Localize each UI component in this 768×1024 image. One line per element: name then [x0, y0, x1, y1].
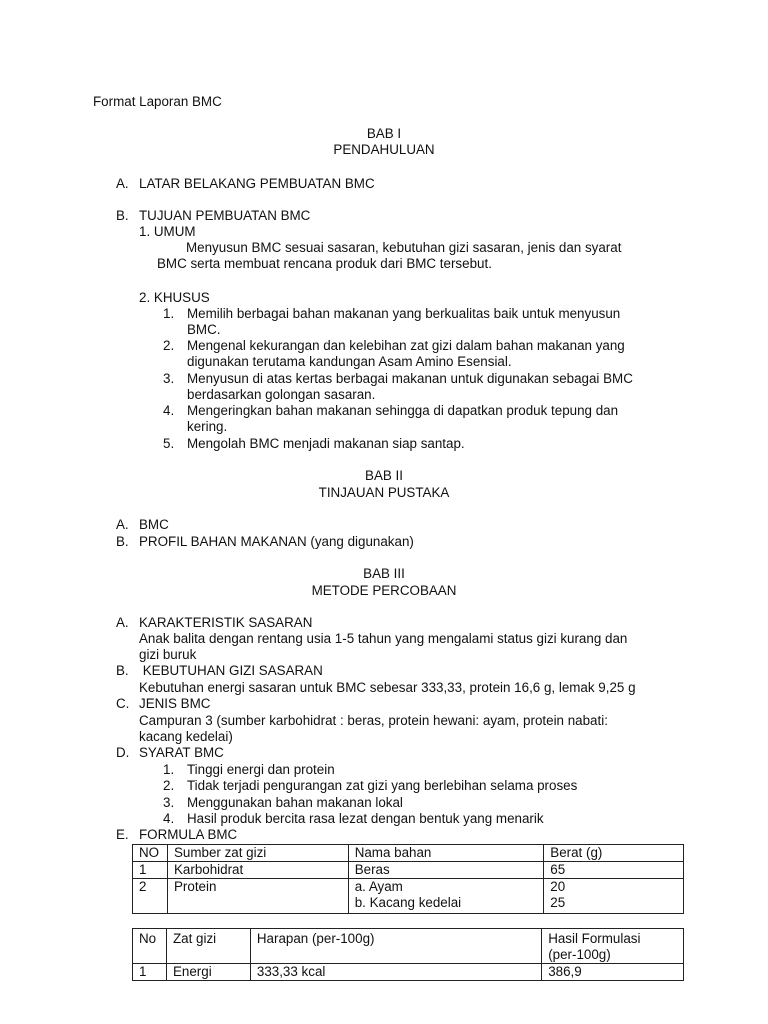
bab2-subheading: TINJAUAN PUSTAKA [318, 485, 450, 500]
syarat-item-num: 2. [163, 778, 175, 793]
formula-table [132, 844, 684, 914]
khusus-item-line: BMC. [187, 322, 221, 337]
table-header-cell [542, 929, 684, 964]
bab3-c-label: JENIS BMC [139, 696, 211, 711]
khusus-item-num: 3. [163, 371, 175, 386]
table-cell: Karbohidrat [167, 862, 348, 879]
table-cell: Beras [348, 862, 544, 879]
bab3-subheading: METODE PERCOBAAN [311, 583, 457, 598]
table-cell: Energi [166, 964, 250, 981]
section-a-label: LATAR BELAKANG PEMBUATAN BMC [139, 176, 375, 191]
khusus-item-num: 5. [163, 436, 175, 451]
table-cell: 1 [133, 964, 167, 981]
umum-line1: Menyusun BMC sesuai sasaran, kebutuhan gizi sasaran, jenis dan syarat [186, 240, 622, 255]
bab3-b-marker: B. [116, 663, 129, 678]
khusus-item-line: Mengenal kekurangan dan kelebihan zat gizi dalam bahan makanan yang [187, 338, 625, 353]
bab3-a-label: KARAKTERISTIK SASARAN [139, 615, 313, 630]
syarat-item-text: Menggunakan bahan makanan lokal [187, 795, 403, 810]
khusus-item-line: berdasarkan golongan sasaran. [187, 387, 376, 402]
bab3-d-marker: D. [116, 745, 130, 760]
table-row [133, 964, 684, 981]
bab1-subheading: PENDAHULUAN [333, 142, 435, 157]
khusus-item-line: Menyusun di atas kertas berbagai makanan untuk digunakan sebagai BMC [187, 371, 633, 386]
table-cell: a. Ayam [348, 879, 544, 896]
table-cell: 1 [133, 862, 168, 879]
bab3-e-label: FORMULA BMC [139, 827, 238, 842]
bab3-a-line2: gizi buruk [139, 647, 197, 662]
table-header-line: Hasil Formulasi [548, 931, 641, 946]
khusus-item-line: digunakan terutama kandungan Asam Amino Esensial. [187, 354, 512, 369]
bab2-item-label: PROFIL BAHAN MAKANAN (yang digunakan) [139, 534, 414, 549]
table-row [133, 879, 684, 896]
table-header-cell: No [133, 929, 167, 964]
bab3-b-line1: Kebutuhan energi sasaran untuk BMC sebesar 333,33, protein 16,6 g, lemak 9,25 g [139, 680, 636, 695]
bab3-b-label: KEBUTUHAN GIZI SASARAN [139, 663, 323, 678]
bab3-heading: BAB III [363, 566, 405, 581]
section-b-label: TUJUAN PEMBUATAN BMC [139, 208, 311, 223]
khusus-item-num: 2. [163, 338, 175, 353]
bab3-d-label: SYARAT BMC [139, 745, 224, 760]
nutrition-table [132, 928, 684, 981]
table-header-cell: Zat gizi [166, 929, 250, 964]
table-header-cell: Sumber zat gizi [167, 845, 348, 862]
bab2-item-marker: B. [116, 534, 129, 549]
bab1-heading: BAB I [366, 126, 402, 141]
table-row [133, 862, 684, 879]
khusus-item-num: 1. [163, 306, 175, 321]
bab2-item-marker: A. [116, 517, 129, 532]
khusus-label: 2. KHUSUS [139, 290, 210, 305]
khusus-item-line: Mengeringkan bahan makanan sehingga di dapatkan produk tepung dan [187, 403, 619, 418]
table-header-cell: Harapan (per-100g) [250, 929, 541, 964]
section-b-marker: B. [116, 208, 129, 223]
khusus-item-line: Memilih berbagai bahan makanan yang berkualitas baik untuk menyusun [187, 306, 621, 321]
syarat-item-text: Hasil produk bercita rasa lezat dengan bentuk yang menarik [187, 811, 544, 826]
table-cell: b. Kacang kedelai [348, 895, 544, 914]
bab2-item-label: BMC [139, 517, 169, 532]
table-header-row [133, 845, 684, 862]
bab3-e-marker: E. [116, 827, 129, 842]
khusus-item-num: 4. [163, 403, 175, 418]
bab3-a-line1: Anak balita dengan rentang usia 1-5 tahun yang mengalami status gizi kurang dan [139, 631, 628, 646]
syarat-item-num: 4. [163, 811, 175, 826]
bab2-heading: BAB II [365, 468, 403, 483]
table-cell: 2 [133, 879, 168, 914]
table-header-row [133, 929, 684, 964]
table-cell: 20 [544, 879, 684, 896]
document-title: Format Laporan BMC [93, 94, 222, 109]
table-header-cell: NO [133, 845, 168, 862]
umum-label: 1. UMUM [139, 224, 196, 239]
umum-line2: BMC serta membuat rencana produk dari BMC tersebut. [157, 256, 492, 271]
bab3-c-line1: Campuran 3 (sumber karbohidrat : beras, protein hewani: ayam, protein nabati: [139, 713, 608, 728]
table-cell: Protein [167, 879, 348, 914]
syarat-item-text: Tinggi energi dan protein [187, 762, 335, 777]
bab3-c-line2: kacang kedelai) [139, 729, 233, 744]
table-cell: 65 [544, 862, 684, 879]
bab3-c-marker: C. [116, 696, 130, 711]
table-cell: 386,9 [542, 964, 684, 981]
khusus-item-line: Mengolah BMC menjadi makanan siap santap. [187, 436, 465, 451]
section-a-marker: A. [116, 176, 129, 191]
syarat-item-num: 1. [163, 762, 175, 777]
table-header-line: (per-100g) [548, 947, 611, 962]
khusus-item-line: kering. [187, 419, 228, 434]
table-header-cell: Berat (g) [544, 845, 684, 862]
table-header-cell: Nama bahan [348, 845, 544, 862]
syarat-item-text: Tidak terjadi pengurangan zat gizi yang berlebihan selama proses [187, 778, 578, 793]
syarat-item-num: 3. [163, 795, 175, 810]
table-cell: 25 [544, 895, 684, 914]
table-cell: 333,33 kcal [250, 964, 541, 981]
bab3-a-marker: A. [116, 615, 129, 630]
